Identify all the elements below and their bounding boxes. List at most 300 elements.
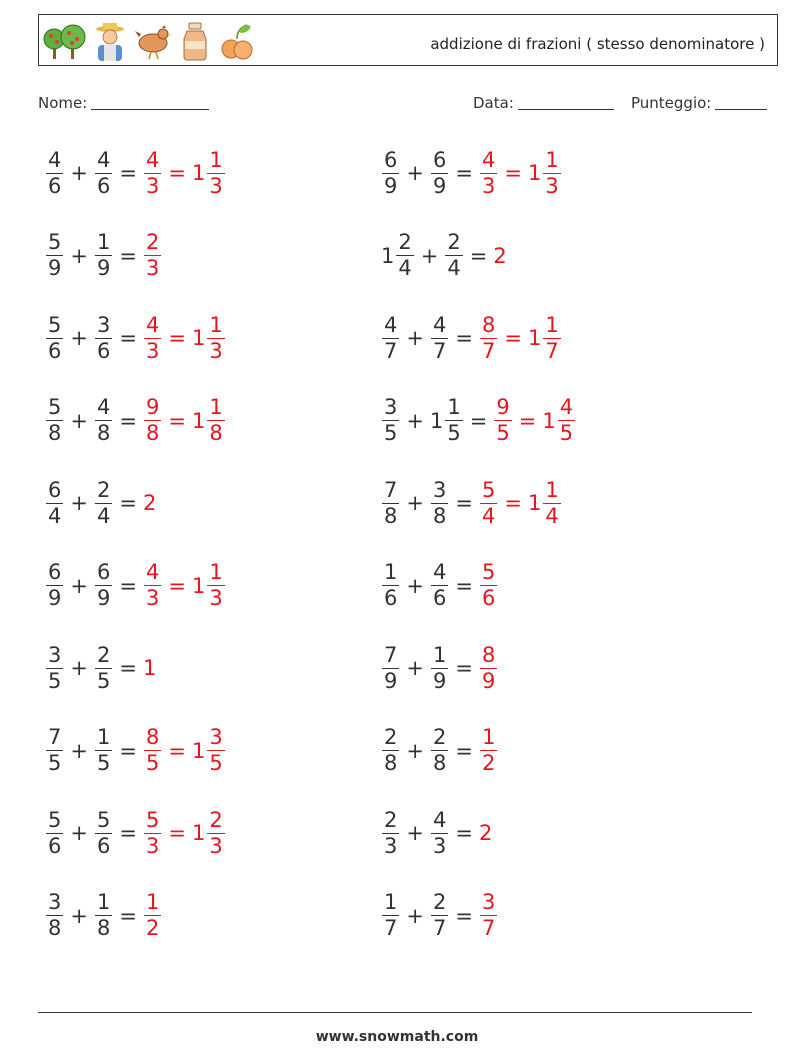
whole-number: 1: [429, 408, 444, 433]
denominator: 9: [96, 586, 111, 610]
plus-sign: +: [406, 326, 424, 350]
answer-equals-sign: =: [504, 161, 522, 185]
numerator: 3: [384, 395, 398, 419]
numerator: 1: [545, 312, 559, 337]
equals-sign: =: [455, 656, 473, 680]
addend-2: [430, 892, 449, 939]
fraction: [445, 232, 462, 279]
fraction: [480, 727, 497, 774]
fraction: [431, 892, 448, 939]
numerator: 1: [209, 395, 223, 419]
addend-2: [430, 312, 449, 363]
addend-2: [94, 477, 113, 528]
addend-1: [45, 232, 64, 279]
plus-sign: +: [406, 408, 424, 433]
numerator: 5: [481, 560, 496, 584]
fraction: [543, 312, 560, 363]
answer-fraction: [143, 892, 162, 939]
equals-sign: =: [119, 821, 137, 845]
answer-mixed-number: [527, 477, 562, 528]
fraction: [445, 397, 462, 444]
plus-sign: +: [406, 903, 424, 928]
addend-2: [430, 147, 449, 198]
fraction: [46, 397, 63, 444]
numerator: 3: [209, 725, 223, 749]
addend-1: [381, 312, 400, 363]
numerator: 2: [432, 890, 447, 914]
answer-fraction: [479, 312, 498, 363]
numerator: 3: [48, 890, 62, 914]
fraction: [480, 312, 497, 363]
plus-sign: +: [70, 573, 88, 598]
numerator: 8: [145, 725, 160, 749]
numerator: 2: [384, 725, 398, 749]
fraction: [144, 232, 161, 279]
equals-sign: =: [455, 573, 473, 598]
numerator: 2: [209, 807, 223, 832]
answer-mixed-number: [191, 807, 226, 858]
name-label: Nome:: [38, 94, 88, 112]
fraction: [543, 477, 560, 528]
numerator: 2: [398, 230, 412, 254]
addend-1: [381, 807, 400, 858]
equals-sign: =: [119, 656, 137, 680]
whole-number: 1: [191, 573, 206, 598]
name-field: [38, 94, 209, 112]
numerator: 1: [209, 312, 223, 337]
equals-sign: =: [455, 491, 473, 515]
fraction: [431, 147, 448, 198]
addend-1: [381, 147, 400, 198]
problem-item: [45, 468, 156, 538]
whole-number: 1: [527, 491, 542, 515]
fraction: [382, 642, 399, 693]
numerator: 1: [481, 725, 496, 749]
denominator: 3: [384, 833, 398, 858]
addend-2: [430, 477, 449, 528]
denominator: 9: [384, 668, 398, 693]
numerator: 1: [209, 147, 223, 172]
equals-sign: =: [119, 738, 137, 763]
fraction: [95, 477, 112, 528]
addend-2: [430, 562, 449, 609]
numerator: 5: [96, 807, 111, 832]
numerator: 4: [145, 560, 160, 584]
numerator: 5: [48, 312, 62, 337]
numerator: 2: [447, 230, 461, 254]
answer-mixed-number: [527, 147, 562, 198]
numerator: 4: [96, 147, 111, 172]
numerator: 8: [481, 312, 496, 337]
fraction: [431, 477, 448, 528]
problem-item: [381, 716, 498, 786]
addend-2: [94, 232, 113, 279]
numerator: 5: [481, 477, 496, 502]
fraction: [144, 807, 161, 858]
worksheet-title: addizione di frazioni ( stesso denominatore ): [430, 35, 765, 53]
problem-item: [45, 386, 226, 456]
numerator: 6: [96, 560, 111, 584]
denominator: 8: [432, 503, 447, 528]
fraction: [46, 312, 63, 363]
numerator: 2: [432, 725, 447, 749]
fraction: [46, 147, 63, 198]
whole-number: 1: [542, 408, 556, 433]
numerator: 5: [48, 230, 62, 254]
fraction: [46, 477, 63, 528]
plus-sign: +: [420, 243, 439, 268]
answer-mixed-number: [542, 397, 576, 444]
addend-2: [430, 642, 449, 693]
answer-fraction: [493, 397, 512, 444]
fraction: [480, 892, 497, 939]
denominator: 6: [432, 586, 447, 610]
addend-1: [45, 562, 64, 609]
numerator: 2: [96, 477, 111, 502]
fraction: [144, 892, 161, 939]
answer-fraction: [143, 397, 162, 444]
fraction: [207, 807, 224, 858]
addend-2: [94, 312, 113, 363]
fraction: [431, 727, 448, 774]
denominator: 9: [48, 256, 62, 280]
numerator: 1: [432, 642, 447, 667]
denominator: 3: [481, 173, 496, 198]
equals-sign: =: [455, 821, 473, 845]
numerator: 3: [481, 890, 496, 914]
equals-sign: =: [455, 326, 473, 350]
problem-item: [45, 551, 226, 621]
equals-sign: =: [119, 326, 137, 350]
answer-equals-sign: =: [518, 408, 537, 433]
answer-mixed-number: [191, 147, 226, 198]
fraction: [480, 642, 497, 693]
plus-sign: +: [70, 491, 88, 515]
denominator: 7: [384, 916, 398, 940]
denominator: 8: [209, 421, 223, 445]
answer-equals-sign: =: [504, 326, 522, 350]
equals-sign: =: [455, 903, 473, 928]
denominator: 6: [384, 586, 398, 610]
denominator: 3: [145, 586, 160, 610]
denominator: 6: [48, 338, 62, 363]
numerator: 1: [145, 890, 160, 914]
addend-2: [94, 892, 113, 939]
denominator: 3: [432, 833, 447, 858]
fraction: [494, 397, 511, 444]
addend-2: [94, 397, 113, 444]
answer-fraction: [479, 477, 498, 528]
numerator: 4: [481, 147, 496, 172]
denominator: 3: [209, 338, 223, 363]
answer-whole: 2: [493, 243, 507, 268]
denominator: 3: [145, 256, 160, 280]
equals-sign: =: [119, 243, 137, 268]
problem-item: [381, 138, 562, 208]
whole-number: 1: [381, 243, 395, 268]
fraction: [207, 562, 224, 609]
denominator: 8: [384, 751, 398, 775]
fraction: [207, 727, 224, 774]
numerator: 2: [384, 807, 398, 832]
fraction: [144, 562, 161, 609]
numerator: 4: [559, 395, 574, 419]
plus-sign: +: [70, 903, 88, 928]
fraction: [144, 312, 161, 363]
denominator: 3: [145, 173, 160, 198]
fraction: [95, 232, 112, 279]
equals-sign: =: [119, 491, 137, 515]
denominator: 7: [432, 338, 447, 363]
fraction: [95, 807, 112, 858]
addend-1: [381, 562, 400, 609]
addend-1: [45, 397, 64, 444]
fraction: [95, 642, 112, 693]
denominator: 7: [481, 916, 496, 940]
fraction: [480, 147, 497, 198]
whole-number: 1: [191, 326, 206, 350]
answer-mixed-number: [191, 312, 226, 363]
numerator: 1: [447, 395, 461, 419]
addend-1: [45, 147, 64, 198]
denominator: 8: [432, 751, 447, 775]
fraction: [382, 312, 399, 363]
numerator: 1: [96, 890, 111, 914]
numerator: 4: [145, 147, 160, 172]
addend-2: [430, 397, 464, 444]
addend-2: [430, 727, 449, 774]
denominator: 3: [145, 833, 160, 858]
problem-item: [45, 221, 162, 291]
denominator: 8: [96, 916, 111, 940]
tree-icon: [43, 21, 87, 61]
numerator: 4: [96, 395, 111, 419]
answer-mixed-number: [192, 562, 226, 609]
denominator: 9: [481, 668, 496, 693]
fraction: [480, 477, 497, 528]
denominator: 4: [447, 256, 461, 280]
score-blank: [715, 94, 767, 110]
denominator: 7: [384, 338, 398, 363]
plus-sign: +: [70, 821, 88, 845]
fraction: [95, 147, 112, 198]
equals-sign: =: [469, 243, 488, 268]
whole-number: 1: [191, 161, 206, 185]
plus-sign: +: [70, 656, 88, 680]
answer-whole: 2: [478, 821, 493, 845]
denominator: 7: [545, 338, 559, 363]
numerator: 4: [145, 312, 160, 337]
fraction: [431, 642, 448, 693]
addend-1: [45, 642, 64, 693]
score-field: [631, 94, 767, 112]
numerator: 3: [432, 477, 447, 502]
addend-1: [45, 807, 64, 858]
answer-mixed-number: [192, 727, 226, 774]
addend-1: [381, 642, 400, 693]
denominator: 9: [96, 256, 111, 280]
numerator: 5: [48, 807, 62, 832]
numerator: 3: [96, 312, 111, 337]
numerator: 6: [48, 477, 62, 502]
chicken-icon: [133, 21, 173, 61]
answer-fraction: [143, 727, 162, 774]
answer-fraction: [143, 807, 162, 858]
numerator: 5: [48, 395, 62, 419]
numerator: 1: [96, 230, 111, 254]
fraction: [144, 147, 161, 198]
problem-item: [45, 303, 226, 373]
denominator: 5: [145, 751, 160, 775]
whole-number: 1: [527, 161, 542, 185]
fraction: [95, 312, 112, 363]
numerator: 9: [496, 395, 510, 419]
denominator: 3: [209, 173, 223, 198]
answer-fraction: [479, 562, 498, 609]
fraction: [95, 562, 112, 609]
fraction: [144, 727, 161, 774]
fraction: [144, 397, 161, 444]
fraction: [46, 727, 63, 774]
denominator: 5: [559, 421, 574, 445]
footer-divider: [38, 1012, 752, 1013]
denominator: 8: [145, 421, 160, 445]
denominator: 5: [96, 668, 111, 693]
numerator: 6: [432, 147, 447, 172]
numerator: 8: [481, 642, 496, 667]
fraction: [46, 562, 63, 609]
answer-equals-sign: =: [168, 573, 186, 598]
plus-sign: +: [70, 161, 88, 185]
addend-2: [94, 147, 113, 198]
date-label: Data:: [473, 94, 514, 112]
addend-1: [45, 892, 64, 939]
answer-fraction: [479, 727, 498, 774]
denominator: 9: [432, 668, 447, 693]
fraction: [46, 232, 63, 279]
answer-equals-sign: =: [168, 161, 186, 185]
numerator: 4: [432, 312, 447, 337]
problem-item: [381, 798, 492, 868]
fraction: [207, 312, 224, 363]
denominator: 4: [545, 503, 559, 528]
answer-fraction: [479, 642, 498, 693]
denominator: 4: [48, 503, 62, 528]
answer-fraction: [479, 147, 498, 198]
answer-equals-sign: =: [504, 491, 522, 515]
addend-2: [94, 562, 113, 609]
numerator: 3: [48, 642, 62, 667]
denominator: 7: [432, 916, 447, 940]
equals-sign: =: [119, 161, 137, 185]
denominator: 6: [96, 173, 111, 198]
fraction: [382, 807, 399, 858]
fraction: [207, 397, 224, 444]
footer-url: www.snowmath.com: [315, 1029, 479, 1045]
answer-fraction: [143, 312, 162, 363]
equals-sign: =: [119, 573, 137, 598]
numerator: 4: [432, 807, 447, 832]
answer-mixed-number: [527, 312, 562, 363]
denominator: 8: [384, 503, 398, 528]
equals-sign: =: [455, 161, 473, 185]
worksheet-header: [38, 14, 778, 66]
problem-item: [45, 798, 226, 868]
whole-number: 1: [191, 408, 206, 433]
fraction: [95, 892, 112, 939]
whole-number: 1: [191, 738, 206, 763]
equals-sign: =: [469, 408, 488, 433]
denominator: 5: [496, 421, 510, 445]
fraction: [46, 807, 63, 858]
fraction: [480, 562, 497, 609]
problem-item: [381, 881, 498, 951]
fraction: [382, 562, 399, 609]
answer-equals-sign: =: [168, 738, 186, 763]
plus-sign: +: [406, 573, 424, 598]
answer-whole: 2: [142, 491, 157, 515]
date-field: [473, 94, 614, 112]
problem-item: [45, 138, 226, 208]
fraction: [95, 727, 112, 774]
addend-2: [444, 232, 463, 279]
fraction: [382, 892, 399, 939]
denominator: 2: [145, 916, 160, 940]
equals-sign: =: [119, 903, 137, 928]
plus-sign: +: [70, 243, 88, 268]
score-label: Punteggio:: [631, 94, 712, 112]
addend-2: [94, 642, 113, 693]
numerator: 2: [145, 230, 160, 254]
denominator: 6: [96, 338, 111, 363]
denominator: 5: [48, 668, 62, 693]
header-icons: [43, 19, 257, 63]
denominator: 4: [96, 503, 111, 528]
numerator: 9: [145, 395, 160, 419]
plus-sign: +: [406, 656, 424, 680]
addend-2: [94, 727, 113, 774]
denominator: 5: [384, 421, 398, 445]
denominator: 3: [545, 173, 559, 198]
denominator: 5: [48, 751, 62, 775]
fraction: [46, 892, 63, 939]
numerator: 7: [48, 725, 62, 749]
numerator: 7: [384, 642, 398, 667]
addend-1: [45, 312, 64, 363]
fraction: [382, 727, 399, 774]
plus-sign: +: [406, 821, 424, 845]
denominator: 6: [48, 173, 62, 198]
plus-sign: +: [70, 326, 88, 350]
fraction: [396, 232, 413, 279]
numerator: 1: [545, 477, 559, 502]
fraction: [382, 477, 399, 528]
answer-fraction: [479, 892, 498, 939]
addend-1: [381, 477, 400, 528]
denominator: 2: [481, 751, 496, 775]
denominator: 3: [209, 833, 223, 858]
whole-number: 1: [191, 821, 206, 845]
addend-2: [430, 807, 449, 858]
problem-item: [45, 716, 226, 786]
denominator: 3: [145, 338, 160, 363]
denominator: 9: [384, 173, 398, 198]
problem-item: [381, 468, 562, 538]
numerator: 4: [384, 312, 398, 337]
problem-item: [45, 633, 156, 703]
numerator: 1: [96, 725, 111, 749]
addend-1: [381, 232, 415, 279]
